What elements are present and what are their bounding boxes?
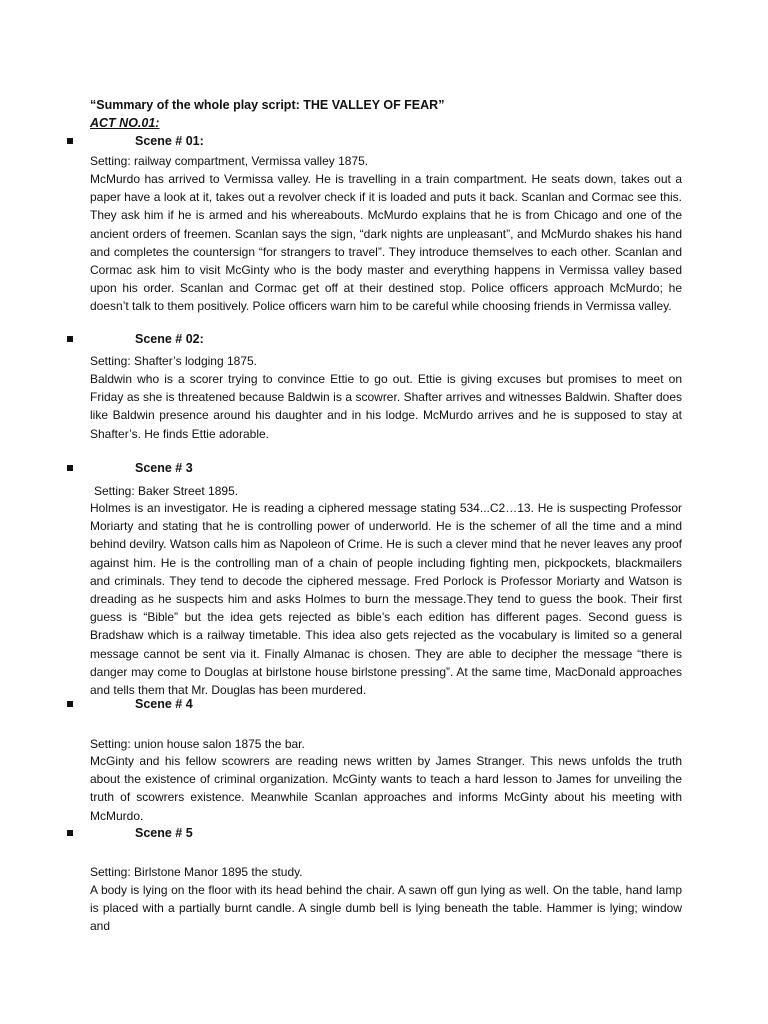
scene-setting: Setting: Shafter’s lodging 1875. — [90, 354, 258, 368]
scene-heading: Scene # 4 — [135, 697, 193, 711]
scene-heading: Scene # 5 — [135, 826, 193, 840]
scene-summary: Holmes is an investigator. He is reading a ciphered message stating 534...C2…13. He is suspecting Professor Moriarty and stating that he is controlling power of underworld. He is the schemer of all the time and a mind behind devilry. Watson calls him as Napoleon of Crime. He is such a clever mind that he never leaves any proof against him. He is the controlling man of a chain of people including fighting men, pickpockets, blackmailers and criminals. They tend to decode the ciphered message. Fred Porlock is Professor Moriarty and Watson is dreading as he suspects him and asks Holmes to burn the message.They tend to guess the book. Their first guess is “Bible” but the idea gets rejected as bible’s each edition has different pages. Second guess is Bradshaw which is a railway timetable. This idea also gets rejected as the vocabulary is limited so a general message cannot be sent via it. Finally Almanac is chosen. They are able to decipher the message “there is danger may come to Douglas at birlstone house birlstone pressing”. At the same time, MacDonald approaches and tells them that Mr. Douglas has been murdered. — [90, 501, 682, 698]
bullet-icon — [67, 336, 73, 342]
act-heading: ACT NO.01: — [90, 116, 160, 130]
scene-summary: A body is lying on the floor with its head behind the chair. A sawn off gun lying as well. On the table, hand lamp is placed with a partially burnt candle. A single dumb bell is lying beneath the table. Hammer is lying; window and — [90, 883, 682, 934]
scene-heading: Scene # 01: — [135, 134, 204, 148]
scene-summary: Baldwin who is a scorer trying to convince Ettie to go out. Ettie is giving excuses but promises to meet on Friday as she is threatened because Baldwin is a scowrer. Shafter arrives and witnesses Baldwin. Shafter does like Baldwin presence around his daughter and in his lodge. McMurdo arrives and he is supposed to stay at Shafter’s. He finds Ettie adorable. — [90, 372, 682, 441]
bullet-icon — [67, 138, 73, 144]
scene-setting: Setting: Birlstone Manor 1895 the study. — [90, 865, 303, 879]
bullet-icon — [67, 830, 73, 836]
scene-heading: Scene # 3 — [135, 461, 193, 475]
scene-summary: McMurdo has arrived to Vermissa valley. He is travelling in a train compartment. He seats down, takes out a paper have a look at it, takes out a revolver check if it is loaded and puts it back. Scanlan and Cormac see this. They ask him if he is armed and his whereabouts. McMurdo explains that he is from Chicago and one of the ancient orders of freemen. Scanlan says the sign, “dark nights are unpleasant”, and McMurdo shakes his hand and completes the countersign “for strangers to travel”. They introduce themselves to each other. Scanlan and Cormac ask him to visit McGinty who is the body master and everything happens in Vermissa valley based upon his order. Scanlan and Cormac get off at their destined stop. Police officers approach McMurdo; he doesn’t talk to them positively. Police officers warn him to be careful while choosing friends in Vermissa valley. — [90, 172, 682, 314]
scene-summary: McGinty and his fellow scowrers are reading news written by James Stranger. This news unfolds the truth about the existence of criminal organization. McGinty wants to teach a hard lesson to James for unveiling the truth of scowrers existence. Meanwhile Scanlan approaches and informs McGinty about his meeting with McMurdo. — [90, 754, 682, 823]
scene-setting: Setting: union house salon 1875 the bar. — [90, 737, 305, 751]
scene-setting: Setting: Baker Street 1895. — [94, 484, 239, 498]
bullet-icon — [67, 701, 73, 707]
scene-setting: Setting: railway compartment, Vermissa valley 1875. — [90, 154, 369, 168]
document-title: “Summary of the whole play script: THE VALLEY OF FEAR” — [90, 98, 445, 112]
bullet-icon — [67, 465, 73, 471]
scene-heading: Scene # 02: — [135, 332, 204, 346]
